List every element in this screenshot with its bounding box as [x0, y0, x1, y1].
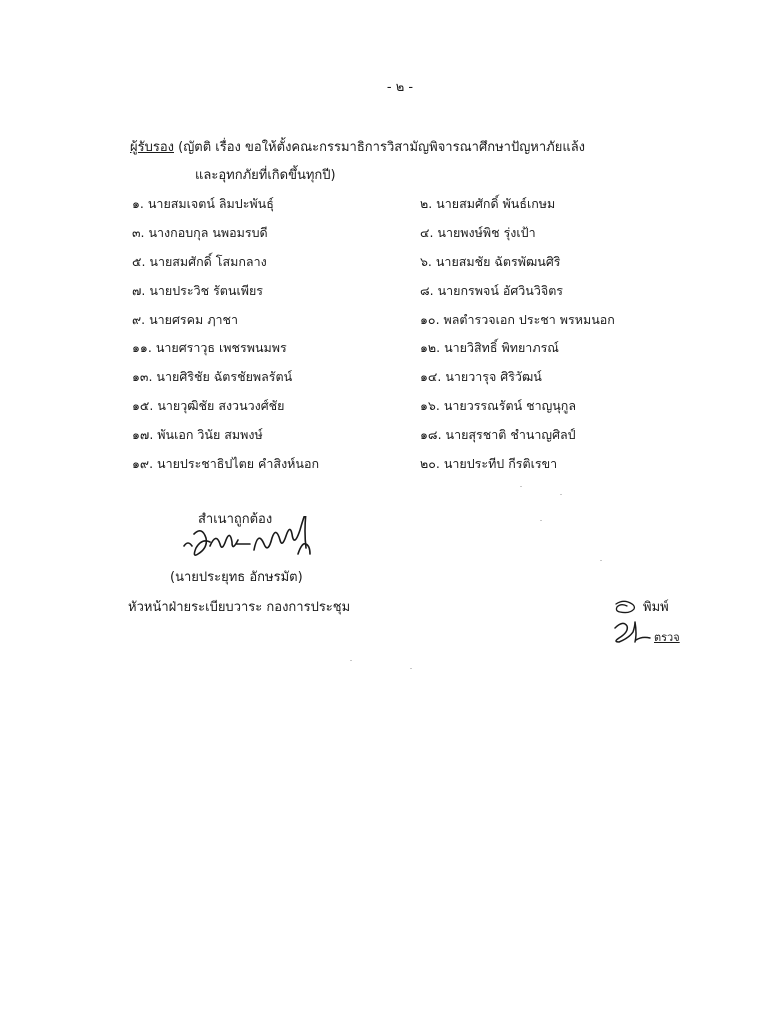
- sponsor-item: ๑๔. นายวารุจ ศิริวัฒน์: [420, 369, 542, 385]
- signer-position: หัวหน้าฝ่ายระเบียบวาระ กองการประชุม: [128, 600, 351, 615]
- scan-speck: [410, 668, 412, 669]
- sponsor-item: ๑๗. พันเอก วินัย สมพงษ์: [132, 426, 263, 442]
- sponsor-item: ๑๐. พลตำรวจเอก ประชา พรหมนอก: [420, 311, 615, 327]
- sponsor-item: ๑๙. นายประชาธิปไตย คำสิงห์นอก: [132, 455, 320, 471]
- sponsor-item: ๒. นายสมศักดิ์ พันธ์เกษม: [420, 196, 556, 212]
- heading-label: ผู้รับรอง: [130, 140, 174, 155]
- sponsor-item: ๑๑. นายศราวุธ เพชรพนมพร: [132, 340, 287, 356]
- sponsor-item: ๘. นายกรพจน์ อัศวินวิจิตร: [420, 282, 564, 298]
- checked-label: ตรวจ: [654, 631, 680, 644]
- sponsor-row: [132, 305, 652, 334]
- scan-speck: [350, 660, 352, 661]
- sponsor-item: ๑. นายสมเจตน์ ลิมปะพันธุ์: [132, 196, 274, 212]
- typed-by: [614, 596, 669, 617]
- sponsor-row: [132, 392, 652, 421]
- sponsor-item: ๖. นายสมชัย ฉัตรพัฒนศิริ: [420, 253, 561, 269]
- typed-label: พิมพ์: [643, 600, 669, 615]
- sponsor-row: [132, 248, 652, 277]
- sponsor-row: [132, 363, 652, 392]
- sponsor-row: [132, 334, 652, 363]
- sponsor-row: [132, 420, 652, 449]
- sponsor-item: ๙. นายศรคม ฦาชา: [132, 311, 238, 327]
- sponsor-item: ๑๒. นายวิสิทธิ์ พิทยาภรณ์: [420, 340, 559, 356]
- scan-speck: [560, 494, 562, 495]
- sponsor-row: [132, 449, 652, 478]
- scan-speck: [520, 486, 522, 487]
- sponsor-row: [132, 276, 652, 305]
- scan-speck: [540, 520, 542, 521]
- handwritten-signature: [180, 516, 330, 568]
- scan-speck: [600, 560, 602, 561]
- sponsor-item: ๑๖. นายวรรณรัตน์ ชาญนุกูล: [420, 397, 577, 413]
- sponsor-item: ๑๕. นายวุฒิชัย สงวนวงศ์ชัย: [132, 397, 285, 413]
- heading-line2: และอุทกภัยที่เกิดขึ้นทุกปี): [195, 168, 336, 183]
- sponsor-item: ๕. นายสมศักดิ์ โสมกลาง: [132, 253, 267, 269]
- signer-name: (นายประยุทธ อักษรมัต): [170, 570, 303, 585]
- sponsor-item: ๔. นายพงษ์พิช รุ่งเป้า: [420, 225, 536, 241]
- checker-initial-mark: [612, 620, 652, 646]
- heading-line1: (ญัตติ เรื่อง ขอให้ตั้งคณะกรรมาธิการวิสามัญพิจารณาศึกษาปัญหาภัยแล้ง: [174, 140, 586, 155]
- sponsor-item: ๓. นางกอบกุล นพอมรบดี: [132, 225, 268, 241]
- sponsor-item: ๑๘. นายสุรชาติ ชำนาญศิลป์: [420, 426, 576, 442]
- sponsor-item: ๗. นายประวิช รัตนเพียร: [132, 282, 263, 298]
- sponsor-item: ๑๓. นายศิริชัย ฉัตรชัยพลรัตน์: [132, 369, 293, 385]
- sponsor-list: [132, 190, 652, 478]
- sponsor-item: ๒๐. นายประทีป กีรติเรขา: [420, 455, 558, 471]
- typist-initial-mark: [614, 600, 638, 614]
- certified-copy-label: สำเนาถูกต้อง: [198, 512, 273, 527]
- sponsor-row: [132, 190, 652, 219]
- page-number: - ๒ -: [386, 80, 414, 95]
- checked-by: [612, 620, 680, 646]
- heading: [130, 134, 650, 190]
- sponsor-row: [132, 219, 652, 248]
